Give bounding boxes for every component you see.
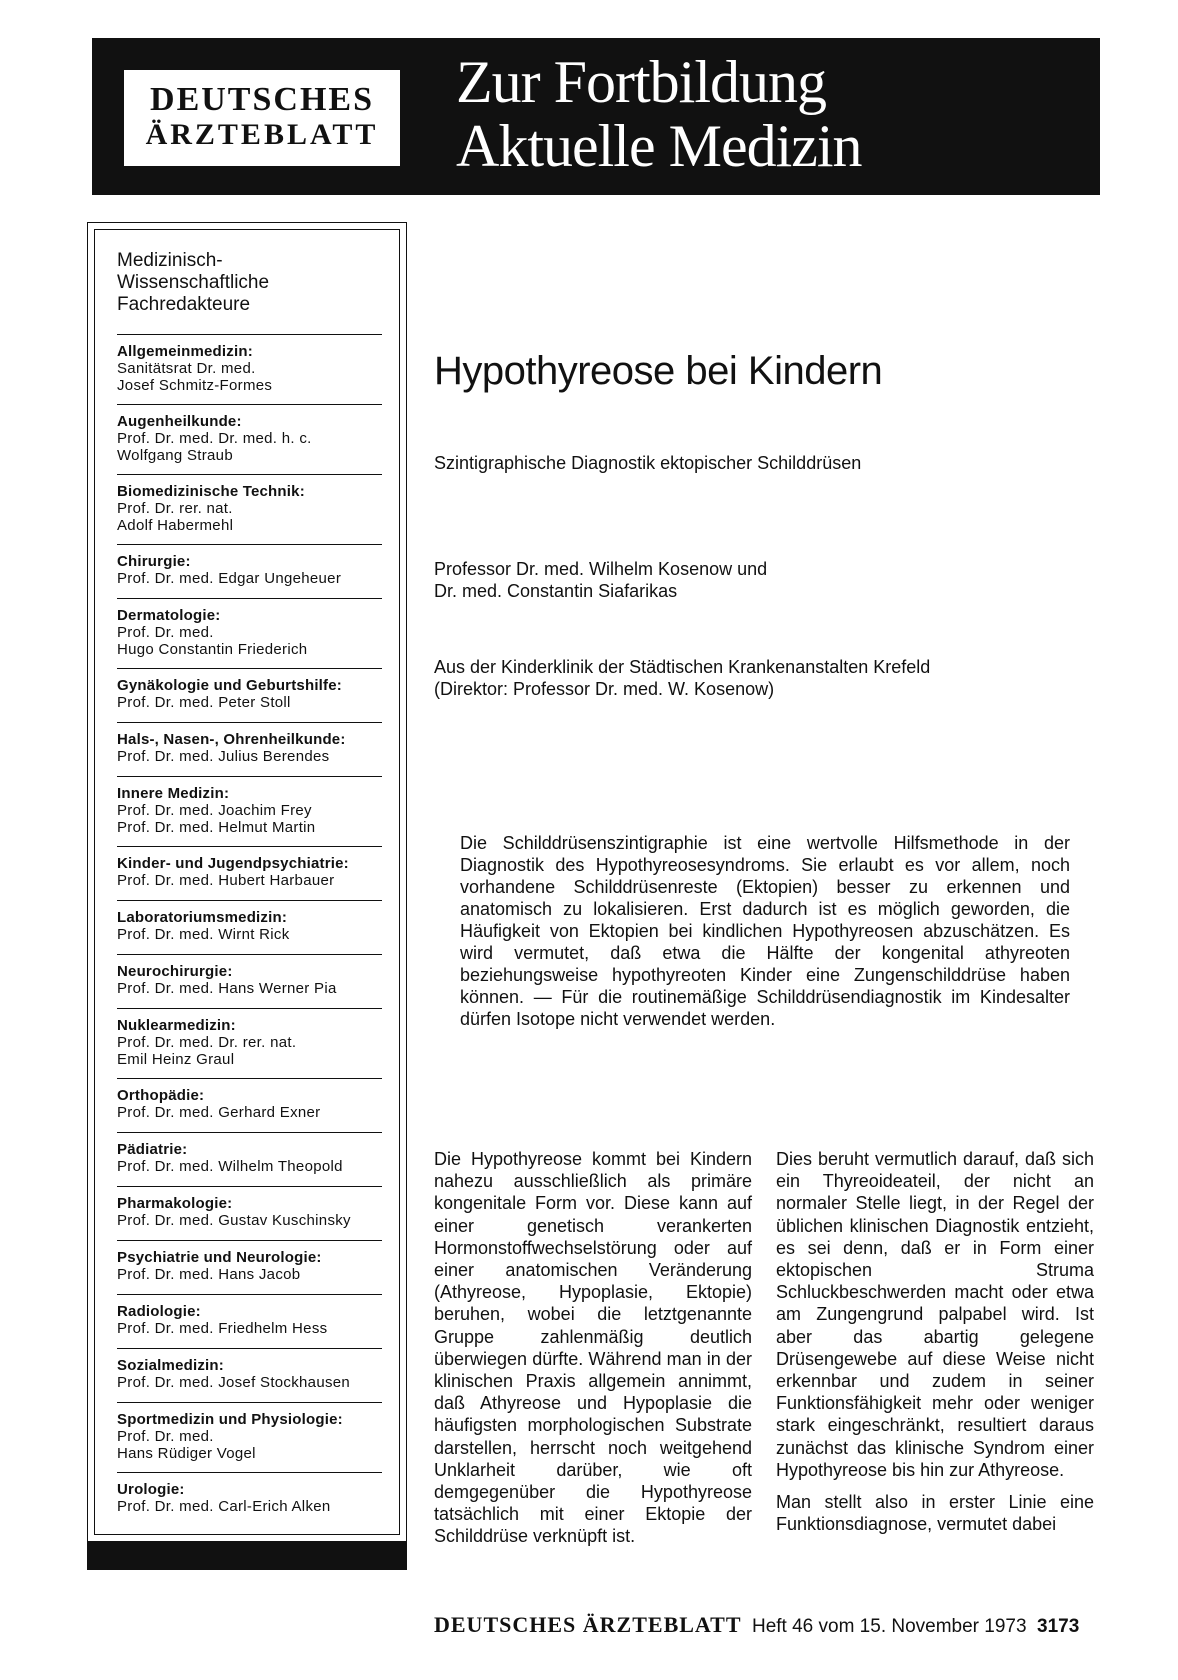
editor-category: Augenheilkunde: [117,413,242,430]
editor-group [117,669,382,723]
section-title [456,50,862,178]
editor-group [117,1187,382,1241]
article-abstract: Die Schilddrüsenszintigraphie ist eine wertvolle Hilfsmethode in der Diagnostik des Hypothyreosesyndroms. Sie erlaubt es vor allem, noch vorhandene Schilddrüsenreste (Ektopien) besser zu erkennen und anatomisch zu lokalisieren. Erst dadurch ist es möglich geworden, die Häufigkeit von Ektopien bei kindlichen Hypothyreosen abzuschätzen. Es wird vermutet, daß etwa die Hälfte der kongenital athyreoten beziehungsweise hypothyreoten Kinder eine Zungenschilddrüse haben können. — Für die routinemäßige Schilddrüsendiagnostik im Kindesalter dürfen Isotope nicht verwendet werden. [460,833,1070,1029]
editor-names: Sanitätsrat Dr. med. Josef Schmitz-Formes [117,360,273,394]
editor-category: Psychiatrie und Neurologie: [117,1249,322,1266]
footer-journal-name: DEUTSCHES ÄRZTEBLATT [434,1612,742,1637]
article-title: Hypothyreose bei Kindern [434,349,883,393]
editor-group [117,1241,382,1295]
editor-category: Gynäkologie und Geburtshilfe: [117,677,342,694]
journal-logo [122,68,402,168]
editor-list [117,334,382,1527]
editor-names: Prof. Dr. med. Gerhard Exner [117,1104,321,1121]
editor-group [117,599,382,669]
footer-issue: Heft 46 vom 15. November 1973 [751,1616,1027,1637]
editor-names: Prof. Dr. rer. nat. Adolf Habermehl [117,500,234,534]
masthead [92,38,1100,195]
editor-category: Orthopädie: [117,1087,205,1104]
editors-sidebar [87,222,407,1570]
logo-line-2: ÄRZTEBLATT [145,118,379,151]
editor-names: Prof. Dr. med. Edgar Ungeheuer [117,570,342,587]
editor-names: Prof. Dr. med. Peter Stoll [117,694,291,711]
editor-category: Nuklearmedizin: [117,1017,236,1034]
body-column-left [434,1148,752,1548]
editor-category: Biomedizinische Technik: [117,483,305,500]
editor-names: Prof. Dr. med. Dr. med. h. c. Wolfgang Straub [117,430,312,464]
editor-names: Prof. Dr. med. Carl-Erich Alken [117,1498,331,1515]
editor-names: Prof. Dr. med. Gustav Kuschinsky [117,1212,351,1229]
editor-category: Allgemeinmedizin: [117,343,253,360]
footer-page-number: 3173 [1037,1616,1080,1637]
editor-group [117,545,382,599]
editor-group [117,955,382,1009]
editor-category: Innere Medizin: [117,785,230,802]
editor-names: Prof. Dr. med. Hans Jacob [117,1266,301,1283]
logo-line-1: DEUTSCHES [150,81,374,118]
editor-group [117,723,382,777]
editor-category: Sozialmedizin: [117,1357,224,1374]
editor-group [117,1473,382,1527]
sidebar-frame [94,229,400,1535]
editor-names: Prof. Dr. med. Wilhelm Theopold [117,1158,343,1175]
body-column-right [776,1148,1094,1535]
editor-category: Kinder- und Jugendpsychiatrie: [117,855,349,872]
editor-names: Prof. Dr. med. Hugo Constantin Friederich [117,624,308,658]
editor-group [117,1349,382,1403]
editor-names: Prof. Dr. med. Friedhelm Hess [117,1320,328,1337]
article-subtitle: Szintigraphische Diagnostik ektopischer Schilddrüsen [434,453,862,473]
body-paragraph: Dies beruht vermutlich darauf, daß sich ein Thyreoideateil, der nicht an normaler Stelle liegt, in der Regel der üblichen klinischen Diagnostik entzieht, es sei denn, daß er in Form einer ektopischen Struma Schluckbeschwerden macht oder etwa am Zungengrund palpabel wird. Ist aber das abartig gelegene Drüsengewebe auf diese Weise nicht erkennbar und zudem in seiner Funktionsfähigkeit mehr oder weniger stark eingeschränkt, resultiert daraus zunächst das klinische Syndrom einer Hypothyreose bis hin zur Athyreose. [776,1149,1094,1480]
article-institution: Aus der Kinderklinik der Städtischen Krankenanstalten Krefeld (Direktor: Professor Dr. med. W. Kosenow) [434,657,931,699]
editor-names: Prof. Dr. med. Wirnt Rick [117,926,290,943]
editor-group [117,847,382,901]
article-authors: Professor Dr. med. Wilhelm Kosenow und Dr. med. Constantin Siafarikas [434,559,768,601]
editor-category: Radiologie: [117,1303,201,1320]
editor-category: Laboratoriumsmedizin: [117,909,288,926]
editor-group [117,405,382,475]
sidebar-bottom-bar [88,1541,406,1569]
editor-group [117,1133,382,1187]
editor-names: Prof. Dr. med. Hans Rüdiger Vogel [117,1428,256,1462]
editor-group [117,901,382,955]
editor-category: Chirurgie: [117,553,191,570]
editor-category: Hals-, Nasen-, Ohrenheilkunde: [117,731,346,748]
editor-group [117,335,382,405]
editor-group [117,1403,382,1473]
section-title-line-2: Aktuelle Medizin [456,113,862,179]
body-paragraph: Die Hypothyreose kommt bei Kindern nahezu ausschließlich als primäre kongenitale Form vor. Diese kann auf einer genetisch verankerten Hormonstoffwechselstörung oder auf einer anatomischen Veränderung (Athyreose, Hypoplasie, Ektopie) beruhen, wobei die letztgenannte Gruppe zahlenmäßig deutlich überwiegen dürfte. Während man in der klinischen Praxis allgemein annimmt, daß Athyreose und Hypoplasie die häufigsten morphologischen Substrate darstellen, herrscht noch weitgehend Unklarheit darüber, wie oft demgegenüber die Hypothyreose tatsächlich mit einer Ektopie der Schilddrüse verknüpft ist. [434,1149,752,1547]
editor-names: Prof. Dr. med. Hubert Harbauer [117,872,335,889]
editor-group [117,475,382,545]
editor-names: Prof. Dr. med. Hans Werner Pia [117,980,337,997]
editor-category: Neurochirurgie: [117,963,233,980]
editor-group [117,1079,382,1133]
editor-group [117,1009,382,1079]
editor-group [117,777,382,847]
page-footer [434,1612,1079,1638]
sidebar-heading: Medizinisch- Wissenschaftliche Fachredakteure [117,250,270,315]
editor-category: Sportmedizin und Physiologie: [117,1411,343,1428]
body-paragraph: Man stellt also in erster Linie eine Funktionsdiagnose, vermutet dabei [776,1492,1094,1535]
editor-category: Pharmakologie: [117,1195,233,1212]
editor-names: Prof. Dr. med. Dr. rer. nat. Emil Heinz Graul [117,1034,297,1068]
editor-category: Urologie: [117,1481,185,1498]
editor-category: Pädiatrie: [117,1141,188,1158]
editor-category: Dermatologie: [117,607,221,624]
section-title-line-1: Zur Fortbildung [456,49,826,115]
editor-names: Prof. Dr. med. Josef Stockhausen [117,1374,351,1391]
editor-names: Prof. Dr. med. Julius Berendes [117,748,330,765]
editor-group [117,1295,382,1349]
editor-names: Prof. Dr. med. Joachim Frey Prof. Dr. med. Helmut Martin [117,802,316,836]
